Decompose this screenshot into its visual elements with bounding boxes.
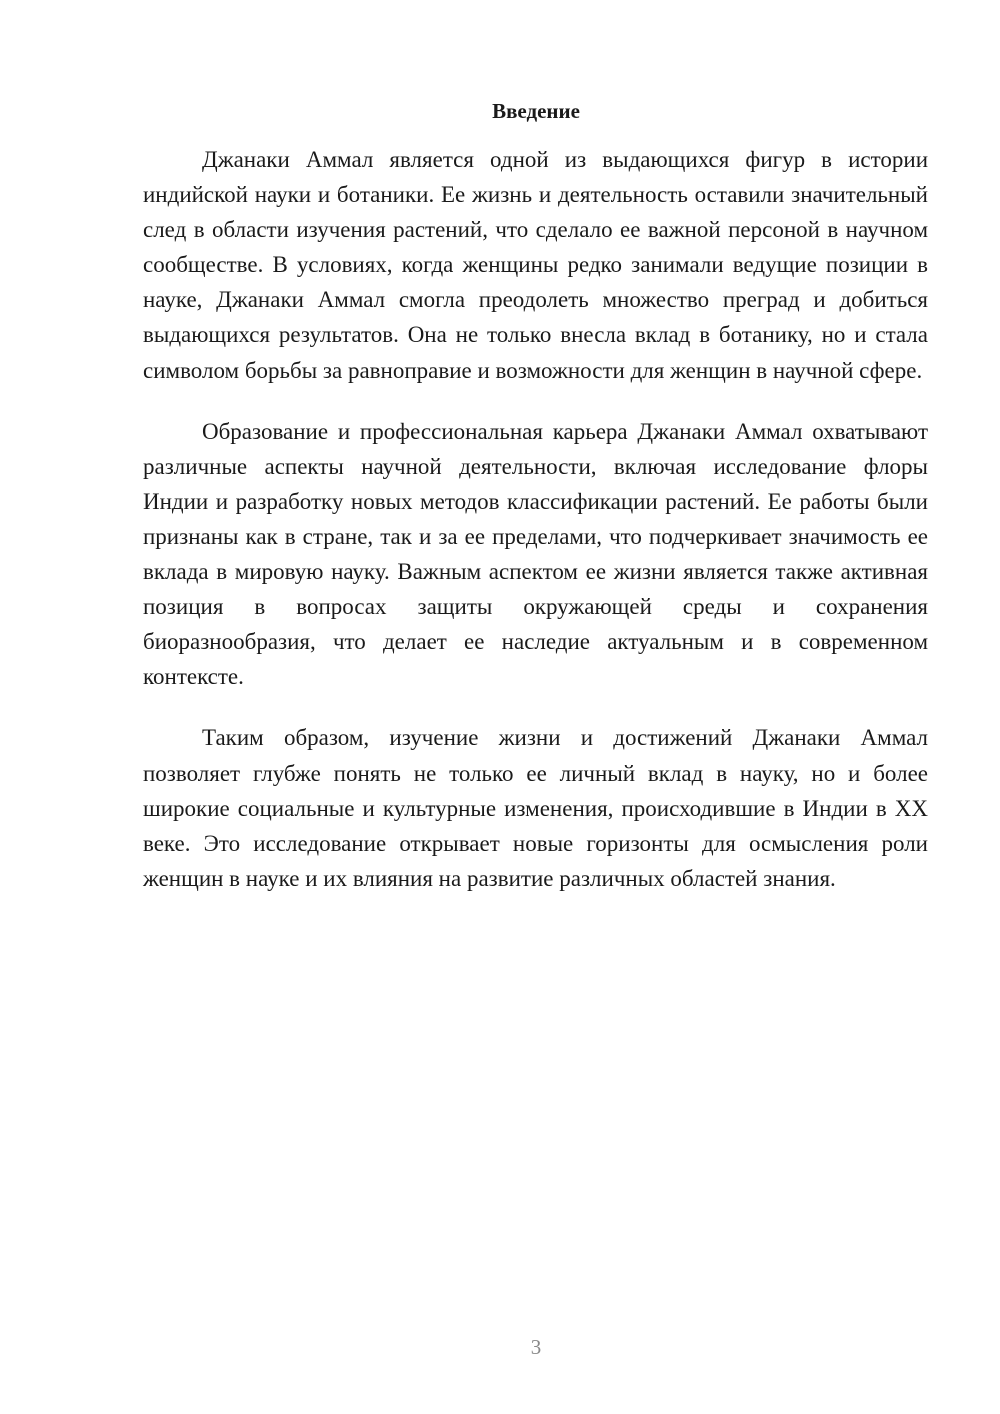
body-text [143,142,928,922]
paragraph-career: Образование и профессиональная карьера Джанаки Аммал охватывают различные аспекты научной деятельности, включая исследование флоры Индии и разработку новых методов классификации растений. Ее работы были признаны как в стране, так и за ее пределами, что подчеркивает значимость ее вклада в мировую науку. Важным аспектом ее жизни является также активная позиция в вопросах защиты окружающей среды и сохранения биоразнообразия, что делает ее наследие актуальным и в современном контексте. [143,418,928,690]
page-number: 3 [530,1335,542,1359]
section-heading: Введение [492,99,580,123]
paragraph-intro: Джанаки Аммал является одной из выдающихся фигур в истории индийской науки и ботаники. Ее жизнь и деятельность оставили значительный след в области изучения растений, что сделало ее важной персоной в научном сообществе. В условиях, когда женщины редко занимали ведущие позиции в науке, Джанаки Аммал смогла преодолеть множество преград и добиться выдающихся результатов. Она не только внесла вклад в ботанику, но и стала символом борьбы за равноправие и возможности для женщин в научной сфере. [143,147,928,383]
paragraph-conclusion: Таким образом, изучение жизни и достижений Джанаки Аммал позволяет глубже понять не только ее личный вклад в науку, но и более широкие социальные и культурные изменения, происходившие в Индии в XX веке. Это исследование открывает новые горизонты для осмысления роли женщин в науке и их влияния на развитие различных областей знания. [143,725,928,891]
